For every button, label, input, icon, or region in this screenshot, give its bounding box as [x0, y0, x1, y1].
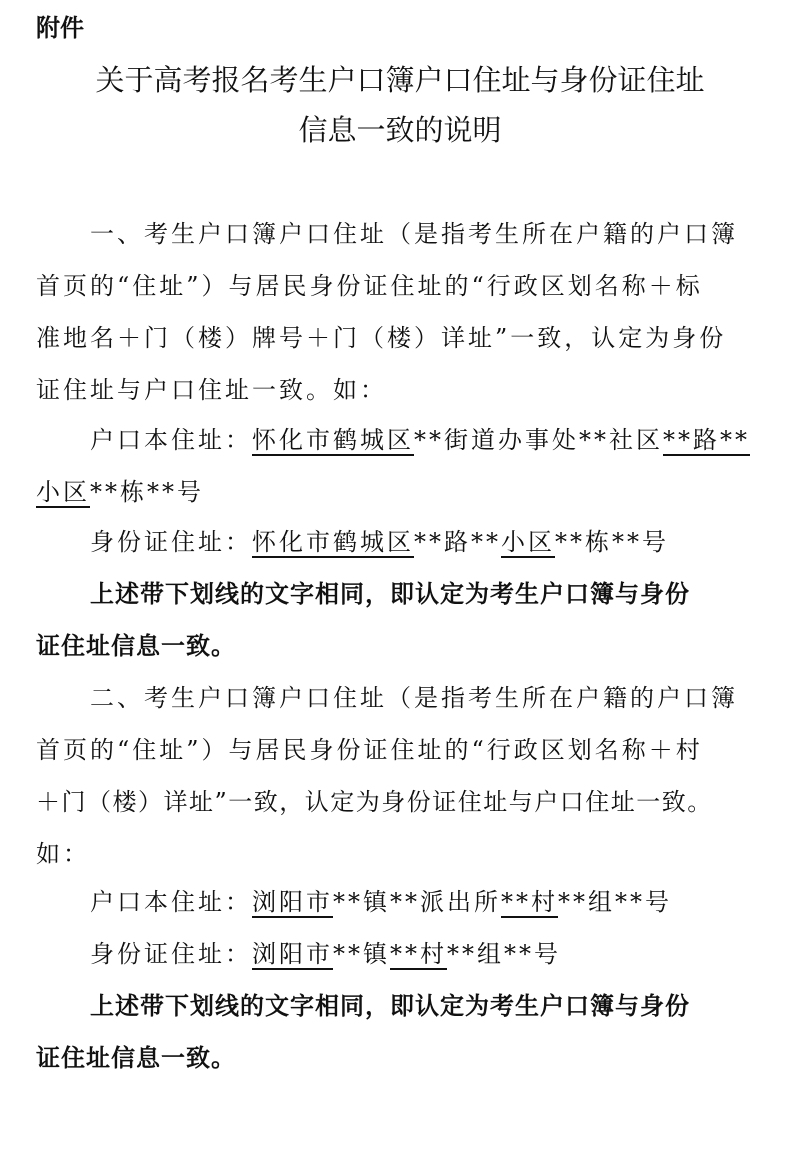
id-address-underlined-city: 浏阳市	[252, 940, 333, 968]
document-title-line-2: 信息一致的说明	[298, 113, 502, 147]
section-2-conclusion-line-2: 证住址信息一致。	[36, 1044, 236, 1072]
household-address-label: 户口本住址：	[90, 888, 252, 916]
household-address-label: 户口本住址：	[90, 426, 252, 454]
household-address-line-village	[36, 876, 748, 928]
id-address-underlined-village: **村	[390, 940, 447, 968]
section-2-conclusion-line-1: 上述带下划线的文字相同，即认定为考生户口簿与身份	[90, 992, 690, 1020]
id-address-underlined-city: 怀化市鹤城区	[252, 528, 414, 556]
household-address-building: **栋**号	[90, 478, 204, 506]
section-2-line-2: 首页的“住址”）与居民身份证住址的“行政区划名称＋村	[36, 736, 703, 764]
id-address-group: **组**号	[447, 940, 561, 968]
id-address-line-village	[36, 928, 748, 980]
attachment-label: 附件	[36, 14, 84, 42]
household-address-town: **镇**派出所	[333, 888, 501, 916]
section-1-conclusion-line-1: 上述带下划线的文字相同，即认定为考生户口簿与身份	[90, 580, 690, 608]
section-2-id-address	[36, 928, 748, 980]
section-1-id-address	[36, 516, 748, 568]
id-address-line	[36, 516, 748, 568]
household-address-group: **组**号	[558, 888, 672, 916]
id-address-road: **路**	[414, 528, 501, 556]
id-address-building: **栋**号	[555, 528, 669, 556]
section-1-paragraph	[36, 208, 748, 416]
section-2-conclusion	[36, 980, 748, 1084]
section-1-conclusion	[36, 568, 748, 672]
section-1-line-4: 证住址与户口住址一致。如：	[36, 376, 387, 404]
household-address-underlined-compound: 小区	[36, 478, 90, 506]
household-address-underlined-city: 怀化市鹤城区	[252, 426, 414, 454]
id-address-underlined-compound: 小区	[501, 528, 555, 556]
section-2-household-address	[36, 876, 748, 928]
section-1-line-3: 准地名＋门（楼）牌号＋门（楼）详址”一致，认定为身份	[36, 324, 727, 352]
household-address-line-2	[36, 466, 748, 518]
section-2-paragraph	[36, 672, 748, 880]
section-2-line-1: 二、考生户口簿户口住址（是指考生所在户籍的户口簿	[90, 684, 738, 712]
household-address-street: **街道办事处**社区	[414, 426, 663, 454]
section-2-line-4: 如：	[36, 840, 90, 868]
id-address-label: 身份证住址：	[90, 528, 252, 556]
id-address-town: **镇	[333, 940, 390, 968]
section-1-conclusion-line-2: 证住址信息一致。	[36, 632, 236, 660]
section-1-line-1: 一、考生户口簿户口住址（是指考生所在户籍的户口簿	[90, 220, 738, 248]
household-address-line-1	[36, 414, 748, 466]
household-address-underlined-village: **村	[501, 888, 558, 916]
section-1-line-2: 首页的“住址”）与居民身份证住址的“行政区划名称＋标	[36, 272, 703, 300]
document-title-line-1: 关于高考报名考生户口簿户口住址与身份证住址	[95, 63, 705, 97]
section-2-line-3: ＋门（楼）详址”一致，认定为身份证住址与户口住址一致。	[36, 788, 713, 816]
id-address-label: 身份证住址：	[90, 940, 252, 968]
household-address-underlined-city: 浏阳市	[252, 888, 333, 916]
household-address-underlined-road: **路**	[663, 426, 750, 454]
section-1-household-address	[36, 414, 748, 518]
